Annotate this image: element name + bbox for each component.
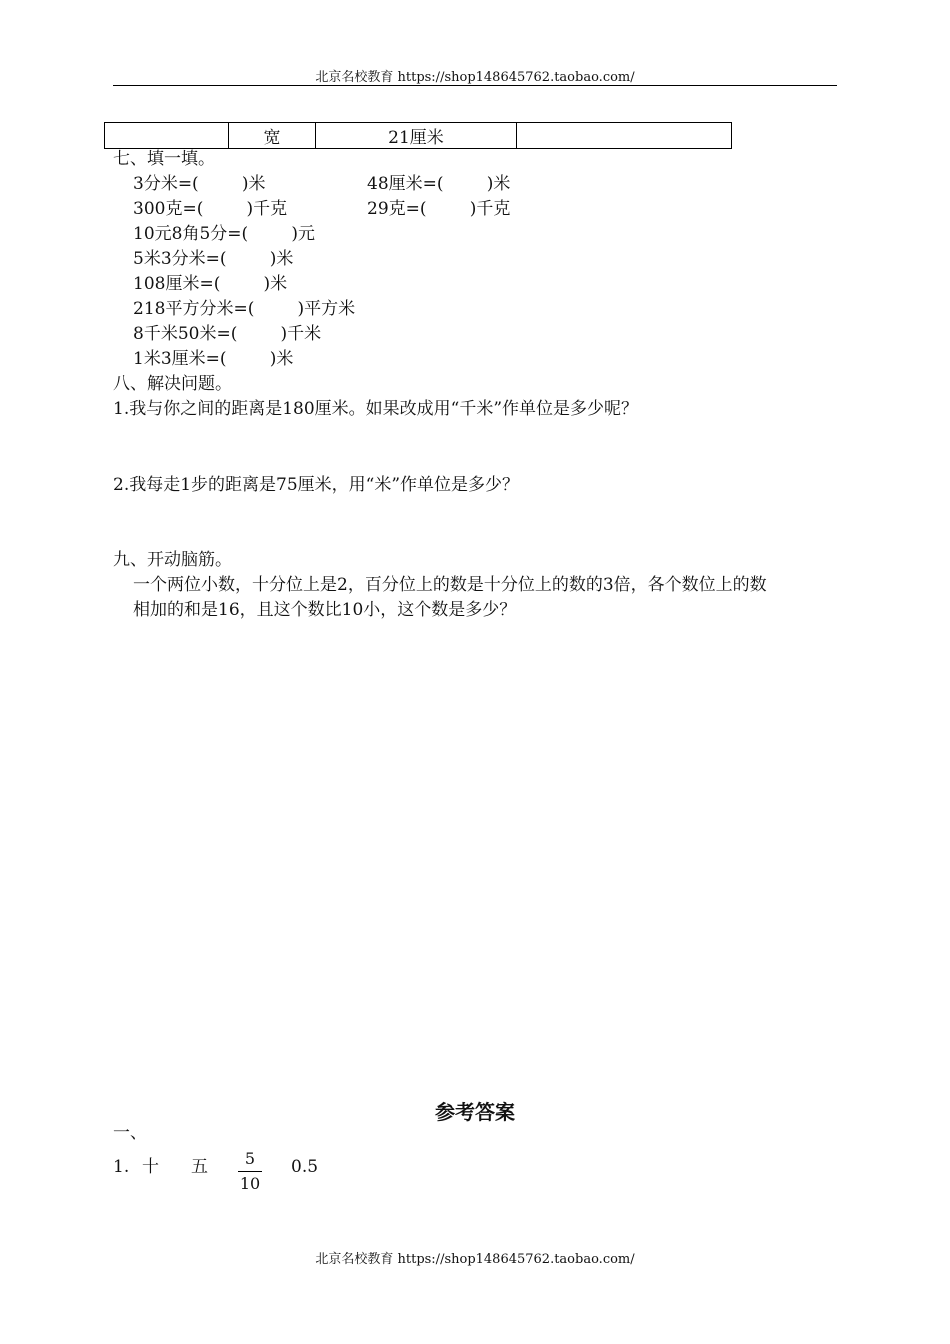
answers-title: 参考答案	[435, 1100, 515, 1124]
table-cell: 宽	[229, 123, 316, 149]
page-footer: 北京名校教育 https://shop148645762.taobao.com/	[315, 1252, 635, 1267]
answer-blank: 0.5	[291, 1157, 319, 1177]
table-row	[105, 123, 732, 149]
table-cell: 21厘米	[316, 123, 517, 149]
fill-item: 10元8角5分=( )元	[133, 224, 316, 244]
fill-item: 5米3分米=( )米	[133, 249, 294, 269]
fill-item: 48厘米=( )米	[367, 174, 511, 194]
question-2: 2.我每走1步的距离是75厘米，用“米”作单位是多少？	[113, 475, 520, 495]
fill-item: 1米3厘米=( )米	[133, 349, 294, 369]
section8-title: 八、解决问题。	[113, 374, 232, 394]
fraction-numerator: 5	[244, 1149, 256, 1168]
page-header: 北京名校教育 https://shop148645762.taobao.com/	[315, 70, 635, 85]
answer-1-number: 1.	[113, 1157, 130, 1177]
question-1: 1.我与你之间的距离是180厘米。如果改成用“千米”作单位是多少呢？	[113, 399, 639, 419]
dimension-table	[104, 122, 732, 149]
puzzle-line-2: 相加的和是16，且这个数比10小，这个数是多少？	[133, 600, 517, 620]
answer-blank: 五	[191, 1157, 208, 1177]
answer-blank: 十	[142, 1157, 159, 1177]
section9-title: 九、开动脑筋。	[113, 550, 232, 570]
puzzle-line-1: 一个两位小数，十分位上是2，百分位上的数是十分位上的数的3倍，各个数位上的数	[133, 575, 767, 595]
fill-item: 300克=( )千克	[133, 199, 288, 219]
answers-part-1: 一、	[113, 1123, 147, 1143]
fraction-denominator: 10	[239, 1174, 261, 1193]
fill-item: 108厘米=( )米	[133, 274, 288, 294]
answer-fraction	[236, 1150, 264, 1193]
section7-title: 七、填一填。	[113, 149, 215, 169]
fraction-bar	[238, 1171, 262, 1172]
table-cell	[105, 123, 229, 149]
fill-item: 218平方分米=( )平方米	[133, 299, 356, 319]
fill-item: 3分米=( )米	[133, 174, 266, 194]
header-rule	[113, 85, 837, 86]
fill-item: 8千米50米=( )千米	[133, 324, 322, 344]
fill-item: 29克=( )千克	[367, 199, 511, 219]
table-cell	[517, 123, 732, 149]
